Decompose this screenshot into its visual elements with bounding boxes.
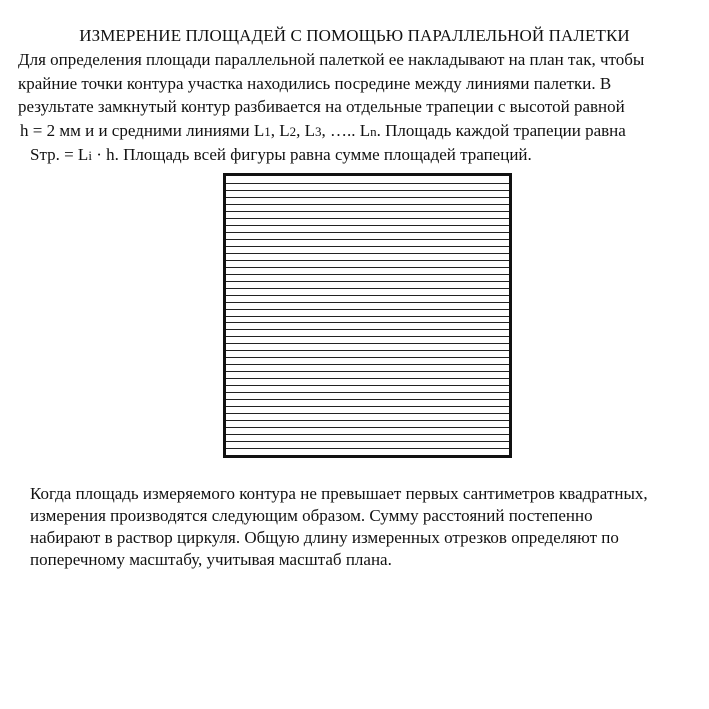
subscript-1: 1 (264, 123, 271, 139)
intro-line-2: крайние точки контура участка находились посредине между линиями палетки. В (18, 73, 612, 93)
intro-line-5-text-a: Sтр. = L (30, 145, 89, 164)
subscript-i: i (88, 148, 92, 163)
intro-line-3: результате замкнутый контур разбивается на отдельные трапеции с высотой равной (18, 97, 625, 116)
intro-line-4-text-a: h = 2 мм и и средними линиями L (20, 120, 265, 140)
intro-line-1: Для определения площади параллельной палеткой ее накладывают на план так, чтобы (18, 50, 645, 69)
intro-line-4 (18, 119, 698, 144)
method-paragraph (30, 483, 700, 571)
palette-lines (226, 176, 509, 455)
intro-line-5 (18, 143, 698, 168)
method-line-3: набирают в раствор циркуля. Общую длину измеренных отрезков определяют по (30, 528, 619, 547)
subscript-3: 3 (314, 123, 322, 139)
intro-paragraph (18, 48, 698, 168)
subscript-2: 2 (289, 123, 297, 139)
intro-line-4-text-c: , L (296, 120, 315, 140)
parallel-palette-figure (223, 173, 512, 458)
method-line-2: измерения производятся следующим образом. Сумму расстояний постепенно (30, 506, 593, 525)
intro-line-4-text-e: . Площадь каждой трапеции равна (376, 120, 626, 140)
subscript-n: n (370, 123, 377, 139)
page-title: ИЗМЕРЕНИЕ ПЛОЩАДЕЙ С ПОМОЩЬЮ ПАРАЛЛЕЛЬНОЙ ПАЛЕТКИ (79, 26, 630, 45)
intro-line-4-text-b: , L (270, 120, 290, 140)
intro-line-5-text-b: · h. Площадь всей фигуры равна сумме площадей трапеций. (91, 145, 532, 164)
method-line-1: Когда площадь измеряемого контура не превышает первых сантиметров квадратных, (30, 484, 648, 503)
method-line-4: поперечному масштабу, учитывая масштаб плана. (30, 550, 392, 569)
intro-line-4-text-d: , ….. L (321, 120, 371, 140)
